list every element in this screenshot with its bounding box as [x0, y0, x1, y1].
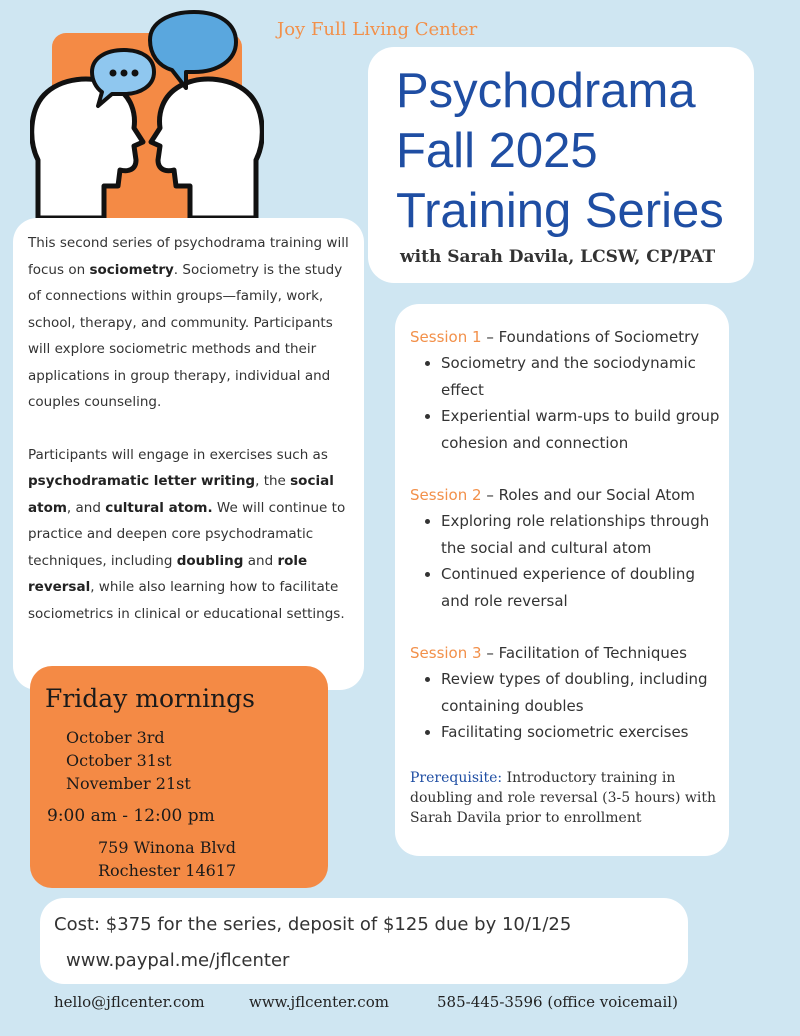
session-title: – Roles and our Social Atom [481, 486, 696, 504]
instructor-subtitle: with Sarah Davila, LCSW, CP/PAT [400, 247, 716, 267]
list-item: • Sociometry and the sociodynamic effect [441, 350, 720, 403]
session-topics [410, 666, 720, 746]
session-heading [410, 482, 720, 508]
text-run: and [243, 552, 278, 569]
schedule-card [30, 666, 328, 888]
session-topics [410, 508, 720, 614]
prerequisite-text: Introductory training in doubling and role reversal (3-5 hours) with Sarah Davila prior to enrollment [410, 769, 716, 826]
session-number: Session 1 [410, 328, 482, 346]
list-item: • Facilitating sociometric exercises [441, 719, 720, 746]
description-paragraph-2 [28, 442, 358, 628]
footer-phone[interactable]: 585-445-3596 (office voicemail) [437, 993, 678, 1011]
list-item: • Review types of doubling, including containing doubles [441, 666, 720, 719]
session-heading [410, 640, 720, 666]
sessions-card [395, 304, 729, 856]
cost-card [40, 898, 688, 984]
bold-term: sociometry [89, 261, 174, 278]
list-item: • Continued experience of doubling and role reversal [441, 561, 720, 614]
org-name: Joy Full Living Center [277, 19, 478, 40]
bold-term: social atom [28, 473, 334, 516]
paypal-link[interactable]: www.paypal.me/jflcenter [66, 950, 290, 971]
bold-term: doubling [176, 552, 244, 569]
page-title: Psychodrama Fall 2025 Training Series [396, 64, 724, 238]
bold-term: psychodramatic letter writing [28, 473, 256, 489]
schedule-dates [66, 726, 191, 795]
prerequisite-label: Prerequisite: [410, 769, 503, 786]
session-2 [410, 482, 720, 614]
session-topics [410, 350, 720, 456]
footer-email[interactable]: hello@jflcenter.com [54, 993, 205, 1011]
cost-text: Cost: $375 for the series, deposit of $125 due by 10/1/25 [54, 914, 572, 935]
text-run: , the [255, 473, 291, 489]
text-run: , and [66, 499, 106, 516]
list-item: • Exploring role relationships through the social and cultural atom [441, 508, 720, 561]
bold-term: cultural atom. [105, 499, 213, 516]
title-card [368, 47, 754, 283]
text-run: . Sociometry is the study of connections within groups—family, work, school, therapy, and community. Participants will explore sociometric methods and their applications in group therapy, individual and couples counseling. [28, 261, 343, 410]
list-item: • Experiential warm-ups to build group cohesion and connection [441, 403, 720, 456]
session-1 [410, 324, 720, 456]
schedule-date: October 3rd [66, 728, 165, 747]
session-list [410, 324, 720, 828]
schedule-address [98, 836, 236, 882]
description-text [28, 230, 358, 653]
address-line-1: 759 Winona Blvd [98, 838, 236, 857]
session-title: – Facilitation of Techniques [481, 644, 687, 662]
session-3 [410, 640, 720, 746]
description-card [13, 218, 364, 690]
text-run: Participants will engage in exercises such as [28, 446, 328, 463]
address-line-2: Rochester 14617 [98, 861, 237, 880]
footer-website[interactable]: www.jflcenter.com [249, 993, 389, 1011]
bold-term: role reversal [28, 552, 308, 595]
session-number: Session 2 [410, 486, 482, 504]
prerequisite-note [410, 768, 720, 828]
schedule-date: October 31st [66, 751, 172, 770]
description-paragraph-1 [28, 230, 358, 416]
text-run: This second series of psychodrama training will focus on [28, 235, 349, 278]
two-heads-speech-bubbles-icon [30, 10, 264, 218]
text-run: , while also learning how to facilitate sociometrics in clinical or educational settings. [28, 579, 345, 622]
session-title: – Foundations of Sociometry [481, 328, 700, 346]
schedule-time: 9:00 am - 12:00 pm [47, 806, 215, 826]
text-run: We will continue to practice and deepen core psychodramatic techniques, including [28, 499, 346, 569]
session-heading [410, 324, 720, 350]
schedule-day: Friday mornings [45, 684, 256, 713]
session-number: Session 3 [410, 644, 482, 662]
schedule-date: November 21st [66, 774, 191, 793]
